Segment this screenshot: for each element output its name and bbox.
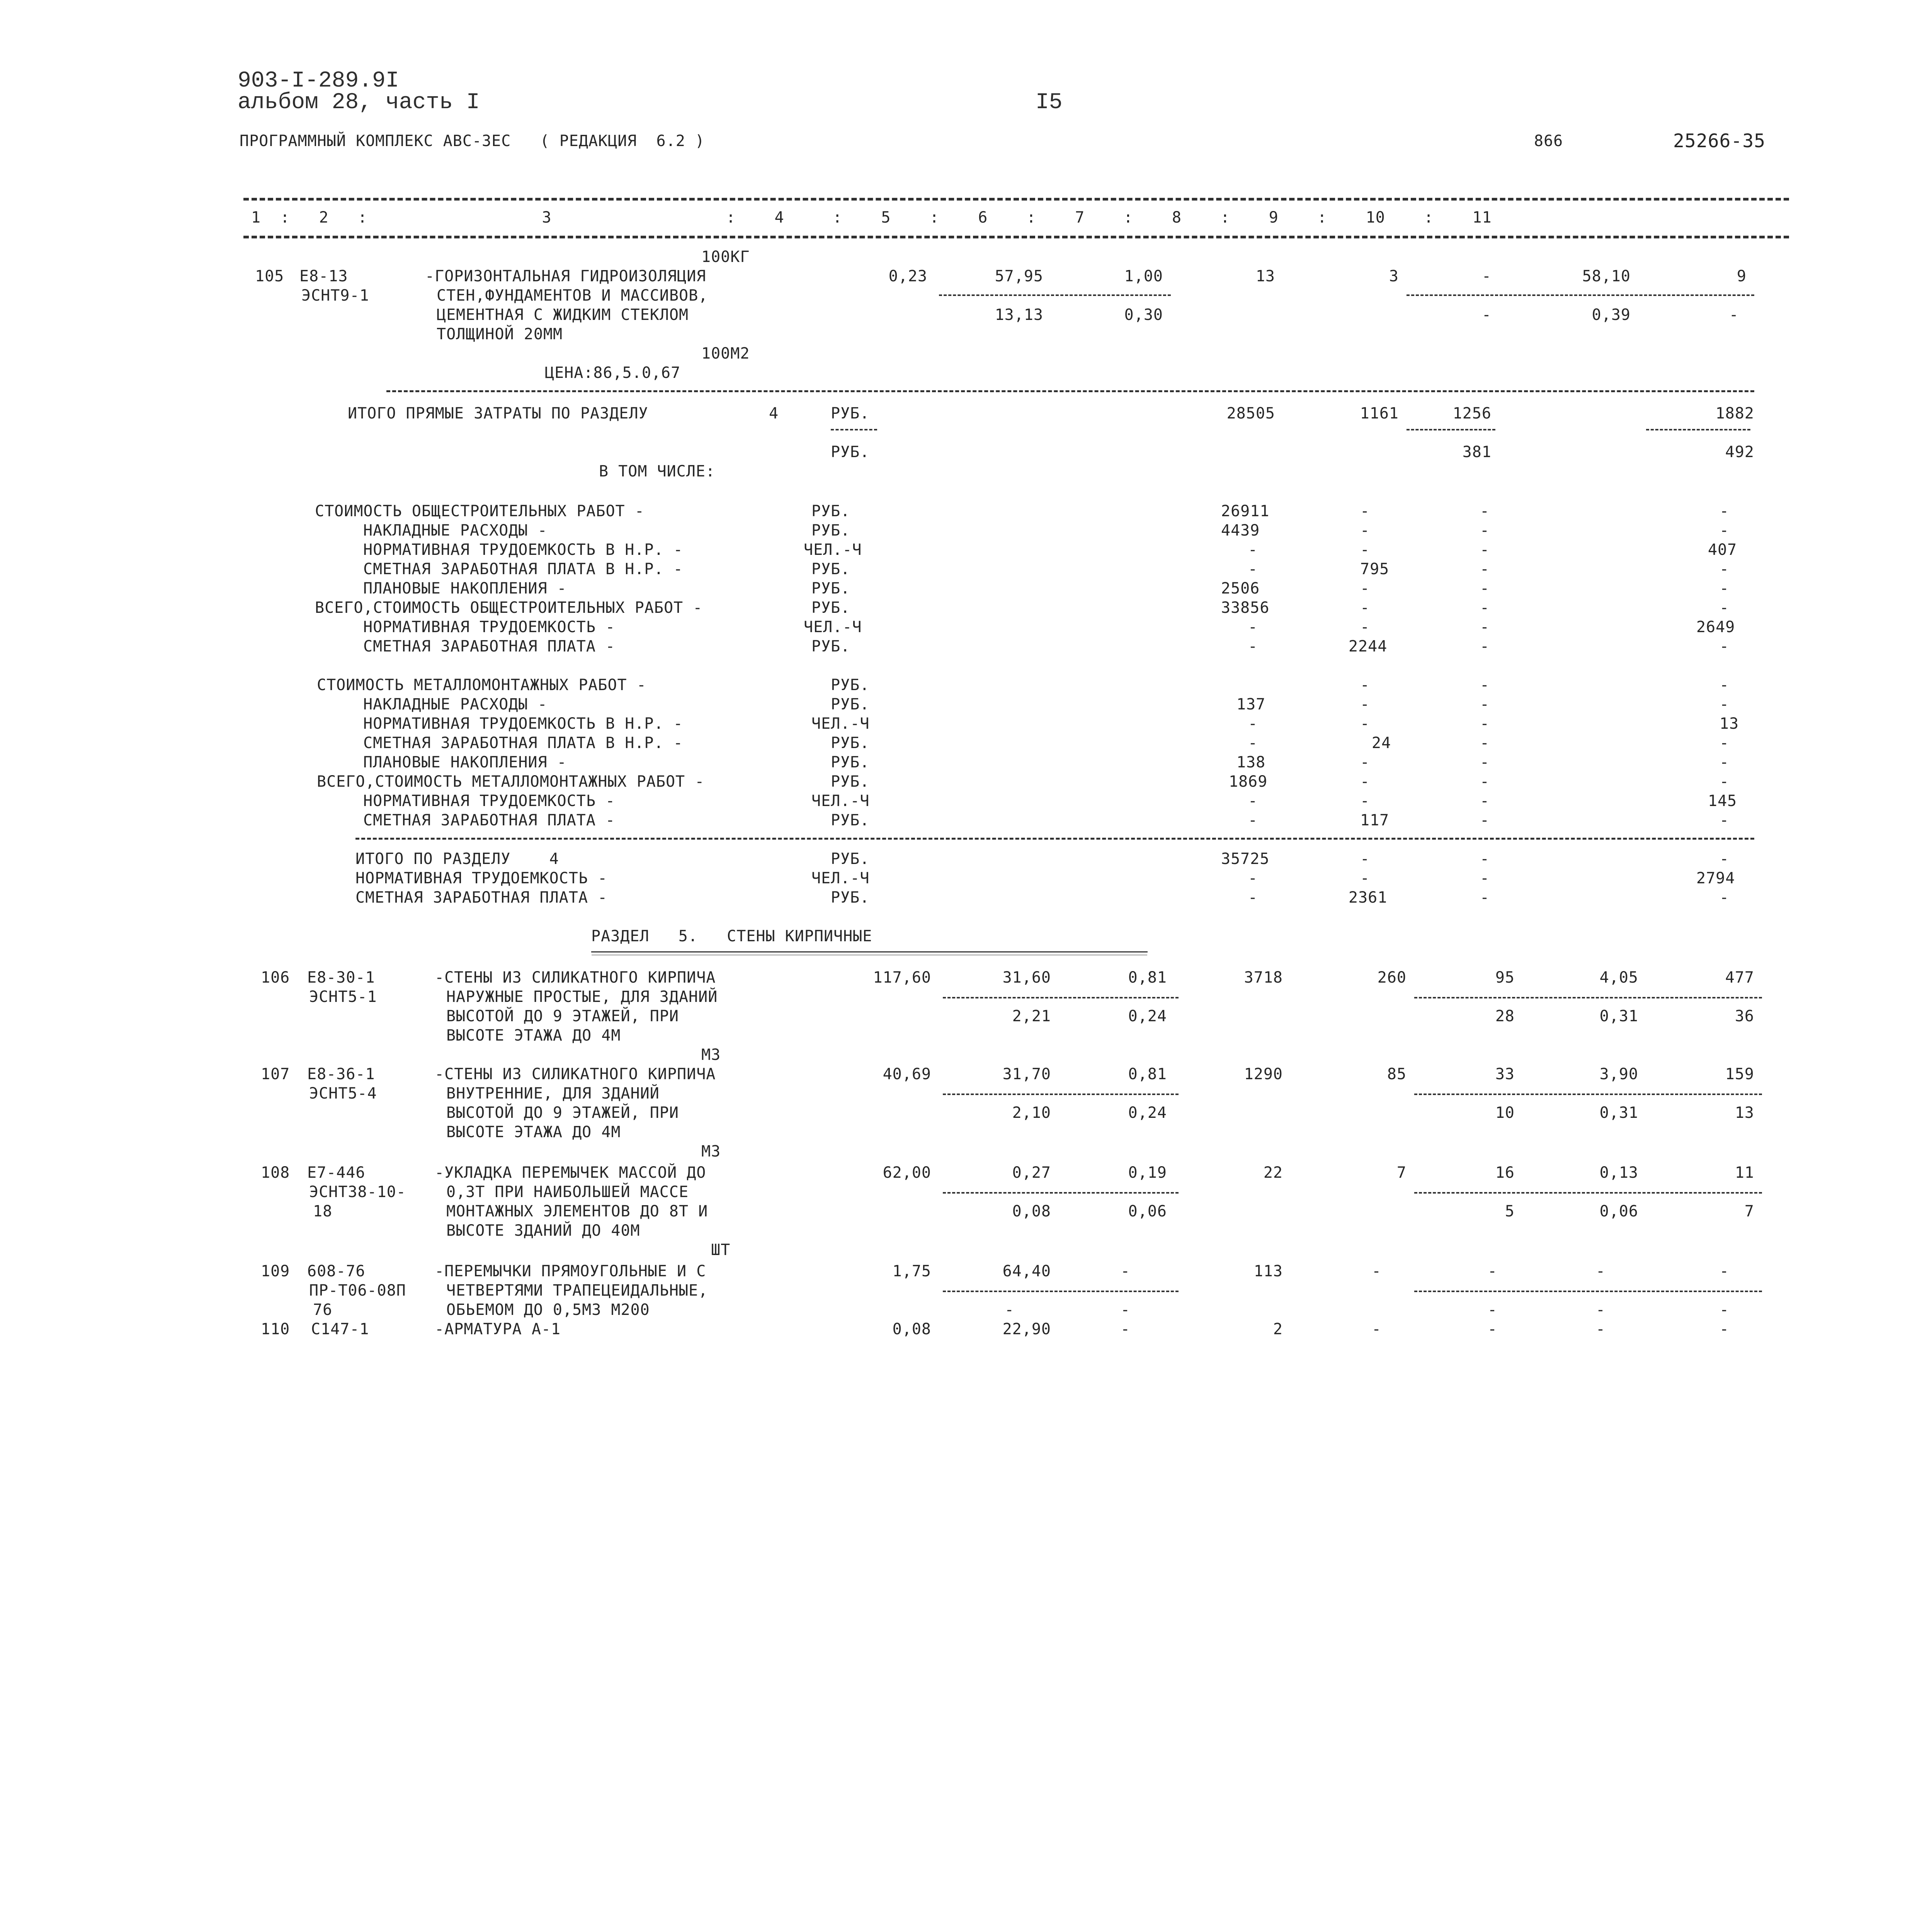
separator-total bbox=[386, 390, 1754, 392]
cell-c9: 33 bbox=[1495, 1065, 1515, 1083]
cell-c9: - bbox=[1480, 715, 1490, 733]
cell-c7: 1290 bbox=[1244, 1065, 1283, 1083]
cell-c9: - bbox=[1488, 1320, 1498, 1338]
cell-c9: 95 bbox=[1495, 969, 1515, 986]
cell-c7: 113 bbox=[1253, 1262, 1283, 1280]
separator-header bbox=[243, 236, 1789, 238]
row-description: ВЫСОТОЙ ДО 9 ЭТАЖЕЙ, ПРИ bbox=[446, 1104, 679, 1122]
cell-c11: 11 bbox=[1735, 1164, 1754, 1182]
cell-c6: 0,81 bbox=[1128, 1065, 1167, 1083]
gen-label: СМЕТНАЯ ЗАРАБОТНАЯ ПЛАТА - bbox=[363, 638, 616, 655]
cell-c5: 57,95 bbox=[995, 267, 1043, 285]
unit-divider bbox=[831, 429, 877, 430]
row-code: Е7-446 bbox=[307, 1164, 366, 1182]
unit-cell: РУБ. bbox=[811, 560, 850, 578]
cell-c7: - bbox=[1248, 715, 1258, 733]
unit-cell: ЧЕЛ.-Ч bbox=[811, 715, 870, 733]
doc-code: 903-I-289.9I bbox=[238, 68, 399, 94]
cell-c11: - bbox=[1719, 1320, 1730, 1338]
cell-c11: 1882 bbox=[1715, 405, 1754, 422]
cell-c4: 117,60 bbox=[873, 969, 931, 986]
cell-c10: 4,05 bbox=[1599, 969, 1638, 986]
cell-c9: - bbox=[1480, 850, 1490, 868]
total-direct-section: 4 bbox=[769, 405, 779, 422]
row-number: 105 bbox=[255, 267, 284, 285]
cell-c7: - bbox=[1248, 638, 1258, 655]
metal-label: СТОИМОСТЬ МЕТАЛЛОМОНТАЖНЫХ РАБОТ - bbox=[317, 676, 646, 694]
section-heading: РАЗДЕЛ 5. СТЕНЫ КИРПИЧНЫЕ bbox=[591, 927, 872, 945]
cell-c11: - bbox=[1719, 734, 1730, 752]
unit-cell: ЧЕЛ.-Ч bbox=[811, 869, 870, 887]
subtotal-divider bbox=[939, 294, 1171, 296]
column-header-row: 1 : 2 : 3 : 4 : 5 : 6 : 7 : 8 : 9 : 10 : 11 bbox=[251, 209, 1492, 226]
cell-c11: - bbox=[1719, 502, 1730, 520]
cell-c8: - bbox=[1372, 1262, 1382, 1280]
cell-c6: 0,19 bbox=[1128, 1164, 1167, 1182]
gen-label: СМЕТНАЯ ЗАРАБОТНАЯ ПЛАТА В Н.Р. - bbox=[363, 560, 683, 578]
row-description: -АРМАТУРА А-1 bbox=[435, 1320, 561, 1338]
cell-c4: 0,08 bbox=[892, 1320, 931, 1338]
cell-c11: - bbox=[1719, 638, 1730, 655]
cell-c4: 40,69 bbox=[883, 1065, 931, 1083]
cell-c11: - bbox=[1719, 889, 1730, 906]
row-description: -СТЕНЫ ИЗ СИЛИКАТНОГО КИРПИЧА bbox=[435, 969, 716, 986]
cell-c8: 24 bbox=[1372, 734, 1391, 752]
subtotal-divider bbox=[943, 1291, 1179, 1292]
cell-c8: 2244 bbox=[1349, 638, 1388, 655]
row-code-3: 18 bbox=[313, 1202, 333, 1220]
separator-section-total bbox=[355, 838, 1754, 840]
cell-c8: 795 bbox=[1360, 560, 1389, 578]
cell-c10-sub: - bbox=[1596, 1301, 1606, 1319]
cell-c11: - bbox=[1719, 522, 1730, 539]
row-code: Е8-36-1 bbox=[307, 1065, 375, 1083]
unit-cell: РУБ. bbox=[811, 638, 850, 655]
metal-label: НОРМАТИВНАЯ ТРУДОЕМКОСТЬ В Н.Р. - bbox=[363, 715, 683, 733]
unit-cell: РУБ. bbox=[811, 522, 850, 539]
cell-c11: - bbox=[1719, 696, 1730, 713]
cell-c11-sub: 7 bbox=[1744, 1202, 1754, 1220]
cell-c5-sub: 13,13 bbox=[995, 306, 1043, 324]
gen-label: ПЛАНОВЫЕ НАКОПЛЕНИЯ - bbox=[363, 580, 567, 597]
cell-c9: - bbox=[1481, 267, 1492, 285]
cell-c8: 2361 bbox=[1349, 889, 1388, 906]
cell-c11-sub: 492 bbox=[1725, 443, 1754, 461]
cell-c11: - bbox=[1719, 580, 1730, 597]
subtotal-divider bbox=[943, 1094, 1179, 1095]
cell-c11-sub: - bbox=[1719, 1301, 1730, 1319]
cell-c5-sub: 2,21 bbox=[1012, 1007, 1051, 1025]
row-description: ЧЕТВЕРТЯМИ ТРАПЕЦЕИДАЛЬНЫЕ, bbox=[446, 1282, 708, 1299]
row-number: 110 bbox=[261, 1320, 290, 1338]
metal-label: НАКЛАДНЫЕ РАСХОДЫ - bbox=[363, 696, 548, 713]
row-description: -ГОРИЗОНТАЛЬНАЯ ГИДРОИЗОЛЯЦИЯ bbox=[425, 267, 706, 285]
row-code: Е8-13 bbox=[299, 267, 348, 285]
cell-c10-sub: 0,31 bbox=[1599, 1007, 1638, 1025]
gen-label: НАКЛАДНЫЕ РАСХОДЫ - bbox=[363, 522, 548, 539]
cell-c9: - bbox=[1480, 753, 1490, 771]
cell-c11: 2649 bbox=[1696, 618, 1735, 636]
row-code-2: ЭСНТ5-1 bbox=[309, 988, 377, 1006]
cell-c7: 137 bbox=[1236, 696, 1266, 713]
row-description: ТОЛЩИНОЙ 20ММ bbox=[437, 325, 563, 343]
cell-c7: 33856 bbox=[1221, 599, 1270, 617]
cell-c9-sub: 5 bbox=[1505, 1202, 1515, 1220]
row-description: ВЫСОТОЙ ДО 9 ЭТАЖЕЙ, ПРИ bbox=[446, 1007, 679, 1025]
cell-c11: - bbox=[1719, 850, 1730, 868]
cell-c8: - bbox=[1372, 1320, 1382, 1338]
unit-cell: РУБ. bbox=[831, 889, 870, 906]
metal-label: СМЕТНАЯ ЗАРАБОТНАЯ ПЛАТА - bbox=[363, 811, 616, 829]
cell-c7: 13 bbox=[1255, 267, 1275, 285]
cell-c6-sub: - bbox=[1121, 1301, 1131, 1319]
cell-c10: 0,13 bbox=[1599, 1164, 1638, 1182]
cell-c9: 1256 bbox=[1452, 405, 1492, 422]
cell-c7: 28505 bbox=[1226, 405, 1275, 422]
cell-c7: 4439 bbox=[1221, 522, 1260, 539]
row-code: Е8-30-1 bbox=[307, 969, 375, 986]
cell-c8: - bbox=[1360, 502, 1370, 520]
cell-c8: 7 bbox=[1396, 1164, 1406, 1182]
cell-c10: - bbox=[1596, 1262, 1606, 1280]
cell-c11-sub: 36 bbox=[1735, 1007, 1754, 1025]
cell-c8: - bbox=[1360, 580, 1370, 597]
cell-c10: - bbox=[1596, 1320, 1606, 1338]
cell-c11: 9 bbox=[1736, 267, 1747, 285]
cell-c7: 2506 bbox=[1221, 580, 1260, 597]
unit-cell: РУБ. bbox=[831, 696, 870, 713]
unit-cell: РУБ. bbox=[831, 773, 870, 791]
row-description: ОБЬЕМОМ ДО 0,5М3 М200 bbox=[446, 1301, 650, 1319]
row-number: 106 bbox=[261, 969, 290, 986]
cell-c5-sub: 0,08 bbox=[1012, 1202, 1051, 1220]
gen-label: НОРМАТИВНАЯ ТРУДОЕМКОСТЬ - bbox=[363, 618, 616, 636]
cell-c11-sub: - bbox=[1729, 306, 1739, 324]
cell-c8: - bbox=[1360, 792, 1370, 810]
cell-c11: 477 bbox=[1725, 969, 1754, 986]
row-number: 109 bbox=[261, 1262, 290, 1280]
cell-c9-sub: 381 bbox=[1462, 443, 1492, 461]
cell-c8: - bbox=[1360, 618, 1370, 636]
code-866: 866 bbox=[1534, 132, 1563, 150]
section-total-label: СМЕТНАЯ ЗАРАБОТНАЯ ПЛАТА - bbox=[355, 889, 608, 906]
cell-c8: - bbox=[1360, 541, 1370, 559]
cell-c8: - bbox=[1360, 850, 1370, 868]
cell-c5-sub: - bbox=[1005, 1301, 1015, 1319]
row-code-2: ПР-Т06-08П bbox=[309, 1282, 406, 1299]
cell-c9: 16 bbox=[1495, 1164, 1515, 1182]
unit-label: М3 bbox=[701, 1143, 721, 1160]
price-line: ЦЕНА:86,5.0,67 bbox=[545, 364, 681, 382]
program-title: ПРОГРАММНЫЙ КОМПЛЕКС АВС-3ЕС ( РЕДАКЦИЯ 6.2 ) bbox=[240, 132, 705, 150]
cell-c9: - bbox=[1480, 618, 1490, 636]
cell-c9: - bbox=[1480, 676, 1490, 694]
cell-c9: - bbox=[1480, 696, 1490, 713]
total-direct-unit-2: РУБ. bbox=[831, 443, 870, 461]
subtotal-divider bbox=[1646, 429, 1750, 430]
cell-c7: - bbox=[1248, 792, 1258, 810]
row-code-2: ЭСНТ9-1 bbox=[301, 287, 369, 304]
unit-label: 100М2 bbox=[701, 345, 750, 362]
cell-c9: - bbox=[1480, 522, 1490, 539]
unit-cell: ЧЕЛ.-Ч bbox=[804, 541, 862, 559]
cell-c9: - bbox=[1480, 580, 1490, 597]
cell-c7: - bbox=[1248, 869, 1258, 887]
including-label: В ТОМ ЧИСЛЕ: bbox=[599, 463, 715, 480]
cell-c11: 145 bbox=[1708, 792, 1737, 810]
metal-label: ПЛАНОВЫЕ НАКОПЛЕНИЯ - bbox=[363, 753, 567, 771]
cell-c9: - bbox=[1480, 811, 1490, 829]
row-description: ВЫСОТЕ ЭТАЖА ДО 4М bbox=[446, 1027, 621, 1044]
cell-c9: - bbox=[1480, 541, 1490, 559]
cell-c5: 64,40 bbox=[1002, 1262, 1051, 1280]
cell-c9-sub: - bbox=[1488, 1301, 1498, 1319]
unit-cell: РУБ. bbox=[831, 734, 870, 752]
cell-c9: - bbox=[1480, 869, 1490, 887]
cell-c11: - bbox=[1719, 599, 1730, 617]
cell-c9: - bbox=[1480, 889, 1490, 906]
cell-c11: 2794 bbox=[1696, 869, 1735, 887]
cell-c7: 26911 bbox=[1221, 502, 1270, 520]
cell-c8: - bbox=[1360, 696, 1370, 713]
cell-c8: 3 bbox=[1389, 267, 1399, 285]
cell-c8: 260 bbox=[1377, 969, 1406, 986]
cell-c11: - bbox=[1719, 676, 1730, 694]
row-code: С147-1 bbox=[311, 1320, 369, 1338]
cell-c7: 22 bbox=[1263, 1164, 1283, 1182]
subtotal-divider bbox=[1414, 1291, 1762, 1292]
cell-c10-sub: 0,39 bbox=[1592, 306, 1631, 324]
cell-c7: - bbox=[1248, 811, 1258, 829]
cell-c9-sub: 28 bbox=[1495, 1007, 1515, 1025]
unit-cell: РУБ. bbox=[811, 502, 850, 520]
total-direct-label: ИТОГО ПРЯМЫЕ ЗАТРАТЫ ПО РАЗДЕЛУ bbox=[348, 405, 648, 422]
cell-c7: - bbox=[1248, 734, 1258, 752]
metal-label: СМЕТНАЯ ЗАРАБОТНАЯ ПЛАТА В Н.Р. - bbox=[363, 734, 683, 752]
row-description: 0,3Т ПРИ НАИБОЛЬШЕЙ МАССЕ bbox=[446, 1183, 689, 1201]
row-code-2: ЭСНТ5-4 bbox=[309, 1085, 377, 1102]
cell-c11-sub: 13 bbox=[1735, 1104, 1754, 1122]
row-description: ВЫСОТЕ ЗДАНИЙ ДО 40М bbox=[446, 1222, 640, 1240]
cell-c5: 22,90 bbox=[1002, 1320, 1051, 1338]
album-label: альбом 28, часть I bbox=[238, 90, 480, 115]
cell-c6: - bbox=[1121, 1320, 1131, 1338]
cell-c11: - bbox=[1719, 773, 1730, 791]
cell-c6-sub: 0,06 bbox=[1128, 1202, 1167, 1220]
row-description: -УКЛАДКА ПЕРЕМЫЧЕК МАССОЙ ДО bbox=[435, 1164, 706, 1182]
cell-c6: 0,81 bbox=[1128, 969, 1167, 986]
cell-c11: - bbox=[1719, 560, 1730, 578]
subtotal-divider bbox=[1414, 1192, 1762, 1194]
cell-c6: - bbox=[1121, 1262, 1131, 1280]
cell-c4: 1,75 bbox=[892, 1262, 931, 1280]
cell-c8: 1161 bbox=[1360, 405, 1399, 422]
page-number: I5 bbox=[1036, 90, 1063, 115]
unit-cell: РУБ. bbox=[831, 676, 870, 694]
unit-label: ШТ bbox=[711, 1241, 731, 1259]
cell-c8: 117 bbox=[1360, 811, 1389, 829]
cell-c7: 35725 bbox=[1221, 850, 1270, 868]
cell-c5: 31,70 bbox=[1002, 1065, 1051, 1083]
cell-c9: - bbox=[1480, 638, 1490, 655]
cell-c6-sub: 0,24 bbox=[1128, 1007, 1167, 1025]
subtotal-divider bbox=[943, 1192, 1179, 1194]
unit-cell: ЧЕЛ.-Ч bbox=[804, 618, 862, 636]
section-underline bbox=[591, 951, 1148, 952]
row-description: ВЫСОТЕ ЭТАЖА ДО 4М bbox=[446, 1123, 621, 1141]
cell-c7: - bbox=[1248, 560, 1258, 578]
unit-cell: ЧЕЛ.-Ч bbox=[811, 792, 870, 810]
subtotal-divider bbox=[1414, 1094, 1762, 1095]
cell-c9: - bbox=[1480, 792, 1490, 810]
gen-label: НОРМАТИВНАЯ ТРУДОЕМКОСТЬ В Н.Р. - bbox=[363, 541, 683, 559]
unit-cell: РУБ. bbox=[831, 753, 870, 771]
gen-label: ВСЕГО,СТОИМОСТЬ ОБЩЕСТРОИТЕЛЬНЫХ РАБОТ - bbox=[315, 599, 703, 617]
subtotal-divider bbox=[1406, 294, 1754, 296]
unit-cell: РУБ. bbox=[831, 850, 870, 868]
cell-c11: - bbox=[1719, 1262, 1730, 1280]
cell-c5: 31,60 bbox=[1002, 969, 1051, 986]
cell-c7: 138 bbox=[1236, 753, 1266, 771]
cell-c4: 62,00 bbox=[883, 1164, 931, 1182]
cell-c11: 13 bbox=[1719, 715, 1739, 733]
cell-c6: 1,00 bbox=[1124, 267, 1163, 285]
cell-c7: 1869 bbox=[1229, 773, 1268, 791]
cell-c6-sub: 0,30 bbox=[1124, 306, 1163, 324]
cell-c8: - bbox=[1360, 869, 1370, 887]
cell-c5-sub: 2,10 bbox=[1012, 1104, 1051, 1122]
cell-c11: - bbox=[1719, 753, 1730, 771]
row-description: СТЕН,ФУНДАМЕНТОВ И МАССИВОВ, bbox=[437, 287, 708, 304]
cell-c8: - bbox=[1360, 753, 1370, 771]
subtotal-divider bbox=[1414, 997, 1762, 998]
unit-cell: РУБ. bbox=[831, 811, 870, 829]
gen-label: СТОИМОСТЬ ОБЩЕСТРОИТЕЛЬНЫХ РАБОТ - bbox=[315, 502, 645, 520]
cell-c5: 0,27 bbox=[1012, 1164, 1051, 1182]
subtotal-divider bbox=[943, 997, 1179, 998]
separator-top bbox=[243, 198, 1789, 201]
cell-c8: - bbox=[1360, 715, 1370, 733]
cell-c10: 3,90 bbox=[1599, 1065, 1638, 1083]
subtotal-divider bbox=[1406, 429, 1495, 430]
cell-c10: 58,10 bbox=[1582, 267, 1631, 285]
cell-c11: 159 bbox=[1725, 1065, 1754, 1083]
cell-c9: - bbox=[1480, 502, 1490, 520]
cell-c8: - bbox=[1360, 522, 1370, 539]
cell-c6-sub: 0,24 bbox=[1128, 1104, 1167, 1122]
unit-label: М3 bbox=[701, 1046, 721, 1064]
row-code-3: 76 bbox=[313, 1301, 333, 1319]
cell-c7: 2 bbox=[1273, 1320, 1283, 1338]
metal-label: ВСЕГО,СТОИМОСТЬ МЕТАЛЛОМОНТАЖНЫХ РАБОТ - bbox=[317, 773, 705, 791]
cell-c9: - bbox=[1480, 560, 1490, 578]
cell-c8: - bbox=[1360, 676, 1370, 694]
row-code: 608-76 bbox=[307, 1262, 366, 1280]
total-direct-unit: РУБ. bbox=[831, 405, 870, 422]
cell-c11: 407 bbox=[1708, 541, 1737, 559]
cell-c9: - bbox=[1480, 773, 1490, 791]
cell-c11: - bbox=[1719, 811, 1730, 829]
cell-c9-sub: 10 bbox=[1495, 1104, 1515, 1122]
cell-c7: - bbox=[1248, 541, 1258, 559]
section-total-label: НОРМАТИВНАЯ ТРУДОЕМКОСТЬ - bbox=[355, 869, 608, 887]
row-code-2: ЭСНТ38-10- bbox=[309, 1183, 406, 1201]
cell-c9-sub: - bbox=[1481, 306, 1492, 324]
row-number: 107 bbox=[261, 1065, 290, 1083]
cell-c10-sub: 0,06 bbox=[1599, 1202, 1638, 1220]
cell-c8: 85 bbox=[1387, 1065, 1406, 1083]
cell-c7: 3718 bbox=[1244, 969, 1283, 986]
cell-c9: - bbox=[1480, 734, 1490, 752]
cell-c9: - bbox=[1480, 599, 1490, 617]
row-number: 108 bbox=[261, 1164, 290, 1182]
cell-c4: 0,23 bbox=[888, 267, 927, 285]
row-description: ВНУТРЕННИЕ, ДЛЯ ЗДАНИЙ bbox=[446, 1085, 660, 1102]
cell-c7: - bbox=[1248, 618, 1258, 636]
section-total-label: ИТОГО ПО РАЗДЕЛУ 4 bbox=[355, 850, 559, 868]
unit-cell: РУБ. bbox=[811, 599, 850, 617]
code-sheet: 25266-35 bbox=[1673, 130, 1766, 152]
row-description: -СТЕНЫ ИЗ СИЛИКАТНОГО КИРПИЧА bbox=[435, 1065, 716, 1083]
metal-label: НОРМАТИВНАЯ ТРУДОЕМКОСТЬ - bbox=[363, 792, 616, 810]
cell-c7: - bbox=[1248, 889, 1258, 906]
row-description: -ПЕРЕМЫЧКИ ПРЯМОУГОЛЬНЫЕ И С bbox=[435, 1262, 706, 1280]
row-description: ЦЕМЕНТНАЯ С ЖИДКИМ СТЕКЛОМ bbox=[437, 306, 689, 324]
unit-label: 100КГ bbox=[701, 248, 750, 266]
cell-c9: - bbox=[1488, 1262, 1498, 1280]
unit-cell: РУБ. bbox=[811, 580, 850, 597]
cell-c8: - bbox=[1360, 599, 1370, 617]
cell-c10-sub: 0,31 bbox=[1599, 1104, 1638, 1122]
row-description: НАРУЖНЫЕ ПРОСТЫЕ, ДЛЯ ЗДАНИЙ bbox=[446, 988, 718, 1006]
row-description: МОНТАЖНЫХ ЭЛЕМЕНТОВ ДО 8Т И bbox=[446, 1202, 708, 1220]
cell-c8: - bbox=[1360, 773, 1370, 791]
